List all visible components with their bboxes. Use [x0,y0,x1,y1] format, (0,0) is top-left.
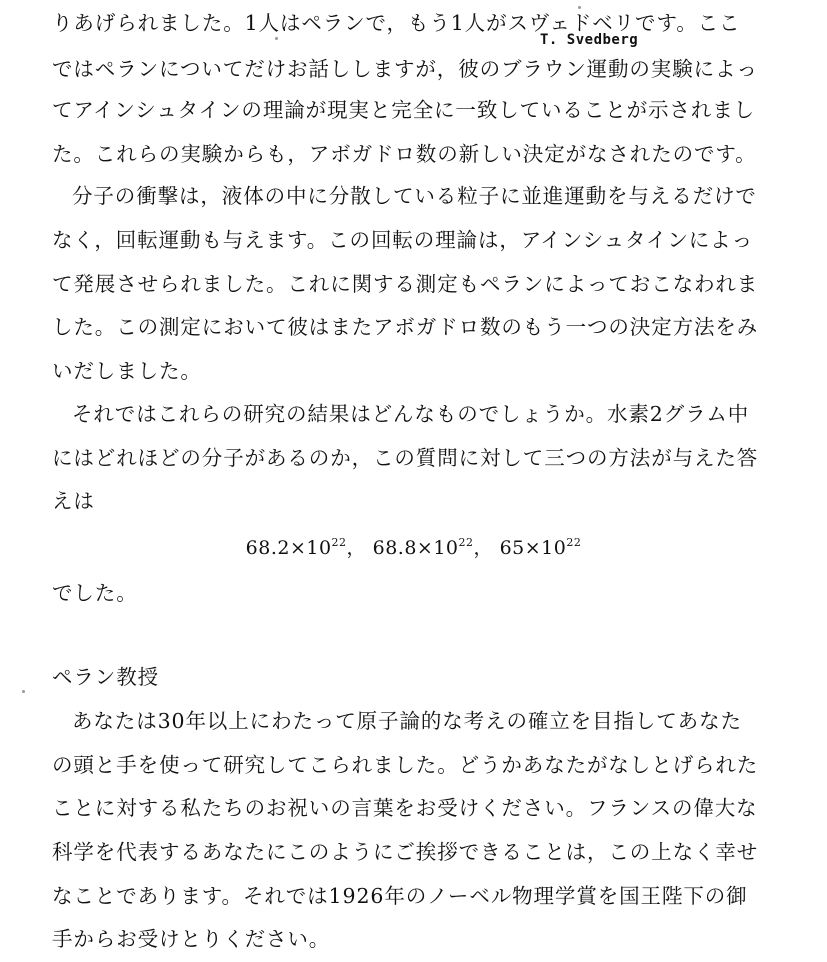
section-line-3: ことに対する私たちのお祝いの言葉をお受けください。フランスの偉大な [52,796,758,820]
paragraph-1-line-2: ではペランについてだけお話ししますが，彼のブラウン運動の実験によっ [52,57,758,81]
section-title: ペラン教授 [52,665,159,689]
paragraph-2-line-3: て発展させられました。これに関する測定もペランによっておこなわれま [52,272,759,296]
formula-value-1: $68.2\times 10^{22}$ [245,536,347,559]
ruby-annotation: T. Svedberg [540,32,639,48]
section-line-2: の頭と手を使って研究してこられました。どうかあなたがなしとげられた [52,753,759,777]
formula-value-3: $65\times 10^{22}$ [499,536,582,559]
paragraph-2-line-5: いだしました。 [52,359,202,383]
section-line-5: なことであります。それでは1926年のノーベル物理学賞を国王陛下の御 [52,884,748,908]
after-formula-text: でした。 [52,581,138,605]
paragraph-3-line-3: えは [52,489,95,513]
paragraph-1-line-1: りあげられました。1人はペランで，もう1人がスヴェドベリです。ここ [52,11,741,35]
paragraph-3-line-2: にはどれほどの分子があるのか，この質問に対して三つの方法が与えた答 [52,446,759,470]
formula-value-2: $68.8\times 10^{22}$ [372,536,474,559]
scan-speck [22,690,25,693]
paragraph-2-line-2: なく，回転運動も与えます。この回転の理論は，アインシュタインによっ [52,228,753,252]
paragraph-2-line-1: 分子の衝撃は，液体の中に分散している粒子に並進運動を与えるだけで [72,184,757,208]
molecule-count-formula: $68.2\times 10^{22}$， $68.8\times 10^{22}$， $65\times 10^{22}$ [245,536,582,559]
scan-speck [275,37,278,40]
paragraph-1-line-4: た。これらの実験からも，アボガドロ数の新しい決定がなされたのです。 [52,142,757,166]
section-line-1: あなたは30年以上にわたって原子論的な考えの確立を目指してあなた [72,709,742,733]
paragraph-2-line-4: した。この測定において彼はまたアボガドロ数のもう一つの決定方法をみ [52,315,759,339]
section-line-6: 手からお受けとりください。 [52,927,331,951]
scan-speck [578,6,581,9]
section-line-4: 科学を代表するあなたにこのようにご挨拶できることは，この上なく幸せ [52,840,759,864]
paragraph-3-line-1: それではこれらの研究の結果はどんなものでしょうか。水素2グラム中 [72,402,750,426]
paragraph-1-line-3: てアインシュタインの理論が現実と完全に一致していることが示されまし [52,98,756,122]
